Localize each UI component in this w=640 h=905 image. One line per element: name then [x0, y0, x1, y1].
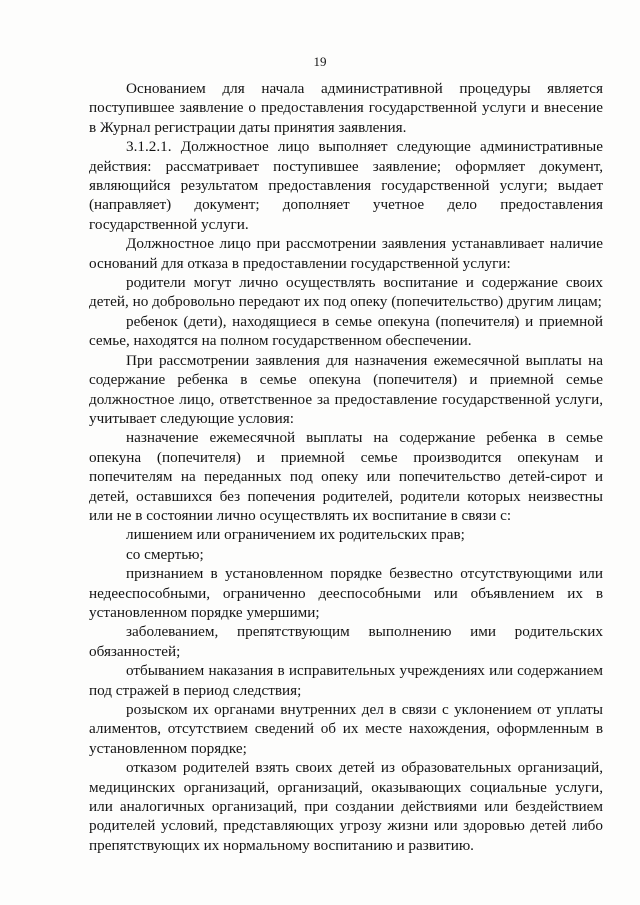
condition-death: со смертью; [126, 545, 204, 563]
paragraph-3-1-2-1: 3.1.2.1. Должностное лицо выполняет следующие административные действия: рассматривает поступившее заявление; оформляет документ, являющийся результатом предоставления государственной услуги; выдает (направляет) документ; дополняет учетное дело предоставления государственной услуги. [89, 138, 603, 233]
paragraph-refusal-grounds: Должностное лицо при рассмотрении заявления устанавливает наличие оснований для отказа в предоставлении государственной услуги: [89, 235, 603, 272]
condition-deprivation-of-rights: лишением или ограничением их родительских прав; [126, 526, 465, 544]
paragraph-refusal-parents: родители могут лично осуществлять воспитание и содержание своих детей, но добровольно передают их под опеку (попечительство) другим лицам; [89, 274, 603, 311]
page-number: 19 [313, 54, 327, 69]
document-body [89, 79, 603, 855]
condition-missing-or-incapacitated: признанием в установленном порядке безвестно отсутствующими или недееспособными, ограниченно дееспособными или объявлением их в установленном порядке умершими; [89, 565, 603, 621]
paragraph-monthly-payment: назначение ежемесячной выплаты на содержание ребенка в семье опекуна (попечителя) и приемной семье производится опекунам и попечителям на переданных под опеку или попечительство детей-сирот и детей, оставшихся без попечения родителей, родители которых неизвестны или не в состоянии лично осуществлять их воспитание в связи с: [89, 429, 603, 524]
condition-imprisonment: отбыванием наказания в исправительных учреждениях или содержанием под стражей в период следствия; [89, 662, 603, 699]
paragraph-conditions-intro: При рассмотрении заявления для назначения ежемесячной выплаты на содержание ребенка в семье опекуна (попечителя) и приемной семье должностное лицо, ответственное за предоставление государственной услуги, учитывает следующие условия: [89, 351, 603, 427]
paragraph-refusal-state-support: ребенок (дети), находящиеся в семье опекуна (попечителя) и приемной семье, находятся на полном государственном обеспечении. [89, 312, 603, 350]
paragraph-basis: Основанием для начала административной процедуры является поступившее заявление о предоставления государственной услуги и внесение в Журнал регистрации даты принятия заявления. [89, 80, 603, 136]
condition-refusal-to-take-children: отказом родителей взять своих детей из образовательных организаций, медицинских организаций, организаций, оказывающих социальные услуги, или аналогичных организаций, при создании действиями или бездействием родителей условий, представляющих угрозу жизни или здоровью детей либо препятствующих их нормальному воспитанию и развитию. [89, 759, 603, 854]
condition-illness: заболеванием, препятствующим выполнению ими родительских обязанностей; [89, 623, 603, 660]
condition-wanted-alimony: розыском их органами внутренних дел в связи с уклонением от уплаты алиментов, отсутствием сведений об их месте нахождения, оформленным в установленном порядке; [89, 701, 603, 757]
